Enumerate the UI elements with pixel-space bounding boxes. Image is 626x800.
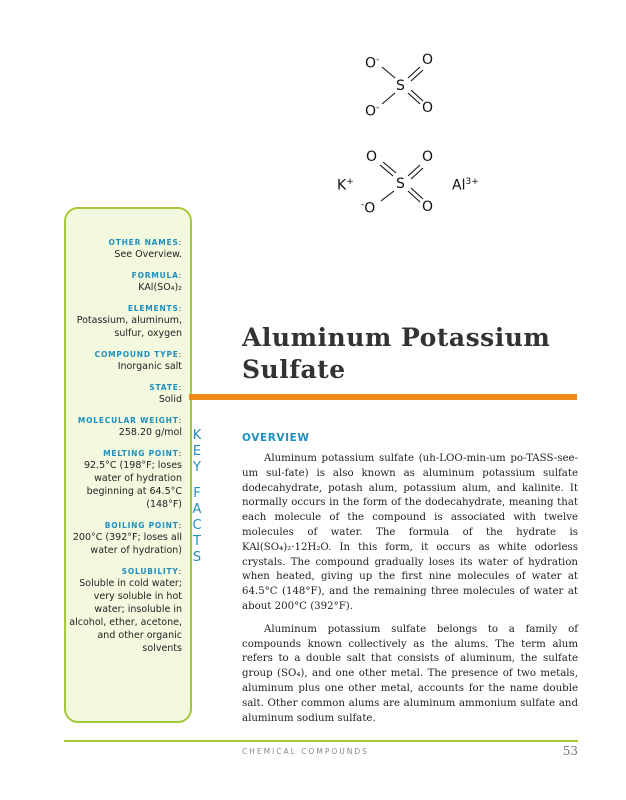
atom-oxygen: O <box>422 52 434 68</box>
fact-boiling-point <box>64 520 182 557</box>
atom-oxygen: O- <box>365 55 380 72</box>
fact-compound-type <box>64 349 182 373</box>
fact-formula <box>64 270 182 294</box>
overview-body <box>242 452 578 734</box>
structure-diagram <box>320 35 510 225</box>
fact-molecular-weight <box>64 415 182 439</box>
structure-bonds <box>320 35 510 225</box>
fact-value: 258.20 g/mol <box>118 427 182 438</box>
fact-value: See Overview. <box>114 249 182 260</box>
fact-value: 92.5°C (198°F; loses water of hydration beginning at 64.5°C (148°F) <box>83 460 182 510</box>
atom-potassium: K+ <box>337 177 354 194</box>
fact-label: BOILING POINT: <box>104 521 182 530</box>
key-facts-letter: S <box>192 550 202 565</box>
atom-oxygen: O <box>366 149 378 165</box>
fact-elements <box>64 303 182 340</box>
fact-melting-point <box>64 448 182 511</box>
title-rule <box>189 394 577 400</box>
key-facts-letter: Y <box>193 460 201 475</box>
key-facts-list <box>64 237 182 664</box>
key-facts-letter: C <box>192 518 202 533</box>
atom-oxygen: O <box>422 149 434 165</box>
key-facts-letter <box>189 476 205 486</box>
key-facts-panel <box>64 207 192 723</box>
key-facts-letter: F <box>193 486 201 501</box>
running-title: CHEMICAL COMPOUNDS <box>242 747 369 756</box>
key-facts-letter: E <box>192 444 202 459</box>
key-facts-vertical-label <box>189 428 205 566</box>
fact-label: OTHER NAMES: <box>108 238 182 247</box>
fact-label: COMPOUND TYPE: <box>94 350 182 359</box>
fact-value: 200°C (392°F; loses all water of hydration) <box>72 532 182 556</box>
key-facts-letter: T <box>193 534 201 549</box>
atom-sulfur: S <box>396 176 405 192</box>
fact-solubility <box>64 566 182 655</box>
fact-value: Inorganic salt <box>117 361 182 372</box>
fact-value: Potassium, aluminum, sulfur, oxygen <box>76 315 182 339</box>
overview-heading: OVERVIEW <box>242 432 310 444</box>
fact-label: MELTING POINT: <box>103 449 182 458</box>
atom-sulfur: S <box>396 78 405 94</box>
key-facts-letter: K <box>192 428 202 443</box>
key-facts-letter: A <box>192 502 202 517</box>
atom-aluminum: $Al^{3+}$ <box>452 177 479 194</box>
fact-value: Soluble in cold water; very soluble in hot water; insoluble in alcohol, ether, acetone, and other organic solvents <box>69 578 182 654</box>
fact-value: KAl(SO₄)₂ <box>138 282 182 293</box>
overview-paragraph: Aluminum potassium sulfate (uh-LOO-min-um po-TASS-see-um sul-fate) is also known as aluminum potassium sulfate dodecahydrate, potash alum, potassium alum, and kalinite. It normally occurs in the form of the dodecahydrate, meaning that each molecule of the compound is associated with twelve molecules of water. The formula of the hydrate is KAl(SO₄)₂·12H₂O. In this form, it occurs as white odorless crystals. The compound gradually loses its water of hydration when heated, giving up the first nine molecules of water at 64.5°C (148°F), and the remaining three molecules of water at about 200°C (392°F). <box>242 453 578 612</box>
fact-state <box>64 382 182 406</box>
page-title: Aluminum Potassium Sulfate <box>242 323 551 384</box>
atom-oxygen: O <box>422 199 434 215</box>
fact-value: Solid <box>158 394 182 405</box>
fact-other-names <box>64 237 182 261</box>
fact-label: SOLUBILITY: <box>121 567 182 576</box>
footer-rule <box>64 740 578 742</box>
atom-oxygen: O <box>422 100 434 116</box>
page-number: 53 <box>562 744 578 758</box>
fact-label: ELEMENTS: <box>127 304 182 313</box>
fact-label: STATE: <box>149 383 182 392</box>
fact-label: MOLECULAR WEIGHT: <box>77 416 182 425</box>
overview-paragraph: Aluminum potassium sulfate belongs to a family of compounds known collectively as the alums. The term alum refers to a double salt that consists of aluminum, the sulfate group (SO₄), and one other metal. The presence of two metals, aluminum plus one other metal, accounts for the name double salt. Other common alums are aluminum ammonium sulfate and aluminum sodium sulfate. <box>242 623 578 724</box>
atom-oxygen: O- <box>365 103 380 120</box>
atom-oxygen: -O <box>361 200 376 217</box>
fact-label: FORMULA: <box>131 271 182 280</box>
